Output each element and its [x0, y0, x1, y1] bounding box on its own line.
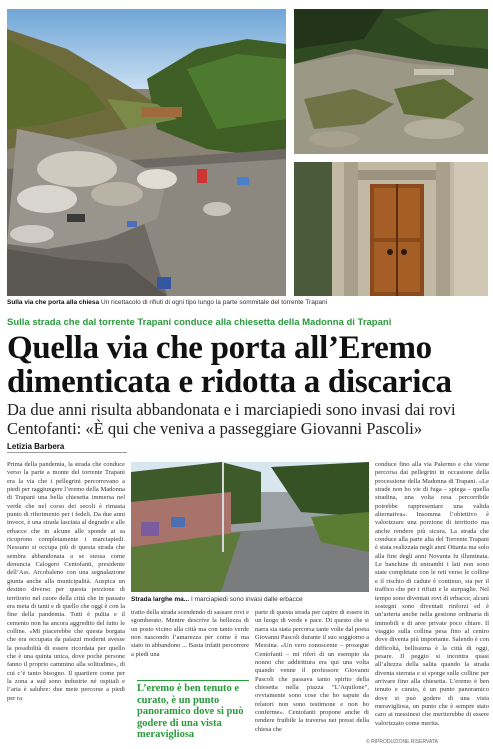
article-column-3: parte di questa strada per capire di essere in un luogo di verde e pace. Di questo che si narra sia stata percorsa tante volte dal poeta Giovanni Pascoli durante il suo soggiorno a Messina. «Un vero conoscente – prosegue Centofanti – mi riferì di un esempio da nonno che addirittura era qui una volta quando venne il professore Giovanni Pascoli che passava tanto spirito della chiesetta nella piazza “L’Aquilone”, ovviamente sono cose che ho sapute da relatori non sono testimone e non ho conferme». Centofanti propone anche di rendere fruibile la traversa nei pressi della chiesa che — [255, 609, 369, 733]
copyright-notice: © RIPRODUZIONE RISERVATA — [366, 739, 438, 745]
caption-top-bold: Sulla via che porta alla chiesa — [7, 299, 100, 306]
article-column-2: tratto della strada scendendo di sassare rovi e sgomberato. Mentre descrive la bellezza di un posto vicino alla città ma con tanto verde non nascondo l’amarezza per come è ma stato in abbandono ... Basta infatti percorrere a piedi una — [131, 609, 249, 658]
article-column-1: Prima della pandemia, la strada che conduce verso la parte a monte del torrente Trapani era la via che i pellegrini percorrevano a piedi per raggiungere l’eremo della Madonna di Trapani una bella chiesetta immersa nel verde che nel corso dei secoli è rimasta punto di riferimento per i fedeli. Da due anni invece, è una strada lasciata al degrado e alle erbacce che in alcune alle sponde ai sa ricoprono completamente i marciapiedi. Nessuno si occupa più di questa strada che sembra abbandonata a se stessa come denuncia Calogero Centofanti, presidente dell’Ass. Arcobaleno con una segnalazione giunta anche alla municipalità. Auspica un destino diverso per questa porzione di territorio nel cuore della città che in passato era meta di tanti e di quello che oggi è con la fine della pandemia. Tutti è pulita e il cemento non ha ancora aggredito del tutto le colline. «Mi piacerebbe che questa borgata che era occupata da palazzi moderni avesse la possibilità di essere ricordata per quello che è una quinta unica, dove poche persone fanno il proprio cammino alla solitudine», di cui c’è tanto bisogno. Il quartiere come per la zona a sud sono industrie né ospitali e l’aria è salubre: due mete percorse a piedi per ra — [7, 461, 125, 702]
caption-middle-bold: Strada larghe ma... — [131, 596, 191, 603]
pullquote-rule-top — [137, 680, 249, 681]
article-kicker: Sulla strada che dal torrente Trapani conduce alla chiesetta della Madonna di Trapani — [7, 317, 392, 328]
photo-overgrown-slope — [294, 9, 488, 154]
article-headline: Quella via che porta all’Eremo dimenticata e ridotta a discarica — [7, 330, 452, 400]
caption-middle-text: I marciapiedi sono invasi dalle erbacce — [190, 596, 303, 603]
caption-top-text: Un ricettacolo di rifiuti di ogni tipo lungo la parte sommitale del torrente Trapani — [99, 299, 328, 306]
photo-caption-middle — [131, 596, 369, 604]
article-byline: Letizia Barbera — [7, 442, 65, 451]
photo-caption-top — [7, 299, 489, 307]
article-subhead: Da due anni risulta abbandonata e i marciapiedi sono invasi dai rovi Centofanti: «È qui che veniva a passeggiare Giovanni Pascoli» — [7, 400, 456, 438]
photo-rubbish-dump — [7, 9, 286, 296]
article-pullquote: L’eremo è ben tenuto e curato, è un punto panoramico dove si può godere di una vista meravigliosa — [137, 683, 244, 740]
photo-street-sidewalks — [131, 462, 369, 592]
photo-church-door — [294, 162, 488, 296]
byline-rule — [7, 452, 127, 453]
article-column-4: conduce fino alla via Palermo e che viene percorsa dai pellegrini in occasione della processione della Madonna di Trapani. «Le strade non ho vie di fuga – spiega – quella stradina, una volta resa percorribile potrebbe rappresentare una valida alternativa». Insomma l’obiettivo è valorizzare una porzione di territorio ma anche rendere più sicura. La strada che conduce alla parte alta del Torrente Trapani è stata realizzata negli anni Ottanta ma solo alla fine degli anni Novanta fu illuminata. Le banchine di entrambi i lati non sono state completate con le reti verso le colline e il rischio di cadute è continuo, sia per il traffico che per i rifiuti e le sterpaglie. Nel tempo sono diventati rovi di erbacce, alcuni sostegni sono diventati rinforzi ed è un’arteria anche nella gestione ordinaria di immobili e di aree private poco chiare. Il viaggio sulla collina pesa fino al centro dove diventa più importante. Salendo è con difficoltà, bellissima è la città di oggi, pesare. Il peggio si incontra quasi all’altezza della salita quando la strada diventa sterrata e si sporge sulle colline per arrivare fino alla chiesetta. L’eremo è ben tenuto e curato, è un punto panoramico dove si può godere di una vista meravigliosa, un punto che è sempre stato caro ai messinesi che meriterebbe di essere valorizzato come merita. — [375, 461, 489, 727]
